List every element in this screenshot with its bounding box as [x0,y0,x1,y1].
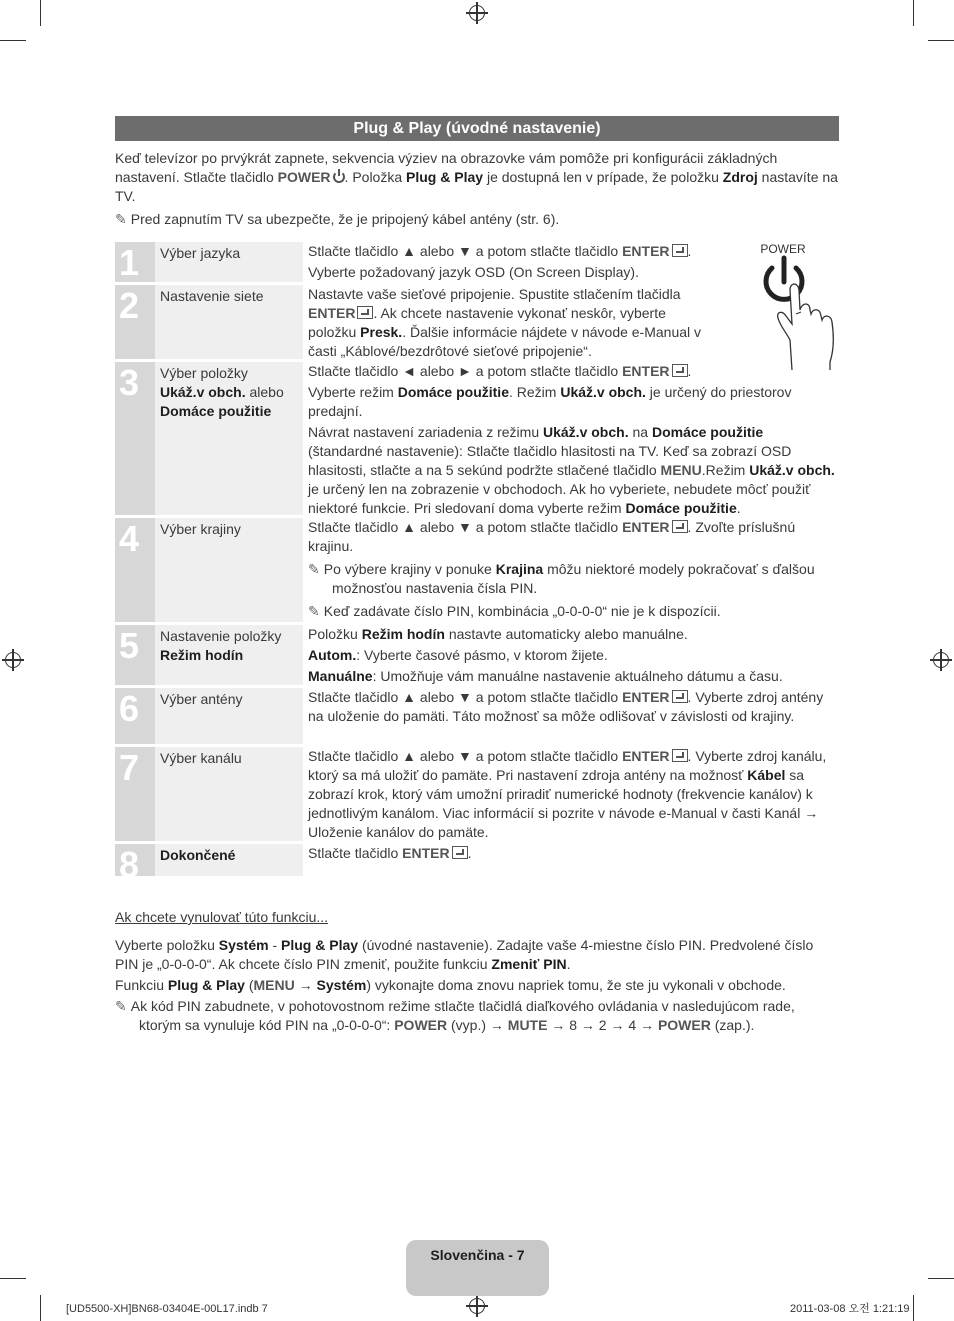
enter-icon [672,364,688,377]
enter-icon [672,520,688,533]
note-pencil-icon: ✎ [308,603,320,619]
step-row [115,688,839,744]
step-description: Stlačte tlačidlo ▲ alebo ▼ a potom stlačte tlačidlo ENTER . Vyberte zdroj antény na uloženie do pamäti. Táto možnosť sa môže odlišovať v závislosti od krajiny. [308,689,824,724]
registration-mark-icon [469,5,485,21]
power-icon [333,171,345,183]
step-name: Výber antény [155,688,303,744]
note-pencil-icon: ✎ [115,211,127,227]
enter-icon [672,244,688,257]
enter-icon [357,306,373,319]
step-name: Výber jazyka [155,242,303,282]
step-number: 6 [115,688,155,744]
crop-mark [913,1295,914,1321]
step-description: Nastavte vaše sieťové pripojenie. Spustite stlačením tlačidla ENTER . Ak chcete nastavenie vykonať neskôr, vyberte položku Presk.. Ďalšie informácie nájdete v návode e-Manual v časti „Káblové/bezdrôtové sieťové pripojenie“. [308,286,702,359]
registration-mark-icon [933,652,949,668]
step-number: 3 [115,362,155,515]
crop-mark [0,1278,26,1279]
step-number: 4 [115,518,155,622]
crop-mark [40,0,41,26]
step-description: Stlačte tlačidlo ▲ alebo ▼ a potom stlačte tlačidlo ENTER . Vyberte požadovaný jazyk OSD (On Screen Display). [308,243,692,280]
step-description: Stlačte tlačidlo ▲ alebo ▼ a potom stlačte tlačidlo ENTER . Zvoľte príslušnú krajinu. ✎ Po výbere krajiny v ponuke Krajina môžu niektoré modely pokračovať s ďalšou možnosťou nastavenia čísla PIN. ✎ Keď zadávate číslo PIN, kombinácia „0-0-0-0“ nie je k dispozícii. [308,519,815,619]
enter-icon [452,846,468,859]
step-row [115,625,839,685]
crop-mark [40,1295,41,1321]
step-number: 2 [115,285,155,359]
step-description: Stlačte tlačidlo ▲ alebo ▼ a potom stlačte tlačidlo ENTER . Vyberte zdroj kanálu, ktorý sa má uložiť do pamäte. Pri nastavení zdroja antény na možnosť Kábel sa zobrazí krok, ktorý vám umožní priradiť numerické hodnoty (frekvencie kanálov) k jednotlivým kanálom. Viac informácií si pozrite v návode e-Manual v časti Kanál → Uloženie kanálov do pamäte. [308,748,827,840]
step-row [115,285,839,359]
step-name: Nastavenie položky Režim hodín [155,625,303,685]
crop-mark [913,0,914,26]
step-row [115,747,839,841]
step-description: Položku Režim hodín nastavte automaticky alebo manuálne. Autom.: Vyberte časové pásmo, v ktorom žijete. Manuálne: Umožňuje vám manuálne nastavenie aktuálneho dátumu a času. [308,626,783,684]
registration-mark-icon [5,652,21,668]
crop-mark [928,40,954,41]
step-number: 8 [115,844,155,876]
reset-heading: Ak chcete vynulovať túto funkciu... [115,909,329,925]
reset-section: Vyberte položku Systém - Plug & Play (úvodné nastavenie). Zadajte vaše 4-miestne číslo PIN. Predvolené číslo PIN je „0-0-0-0“. Ak chcete číslo PIN zmeniť, použite funkciu Zmeniť PIN. Funkciu Plug & Play (MENU → Systém) vykonajte doma znovu napriek tomu, že ste ju vykonali v obchode. ✎ Ak kód PIN zabudnete, v pohotovostnom režime stlačte tlačidlá diaľkového ovládania v nasledujúcom rade, ktorým sa vynuluje kód PIN na „0-0-0-0“: POWER (vyp.) → MUTE → 8 → 2 → 4 → POWER (zap.). [115,937,814,1033]
step-description: Stlačte tlačidlo ENTER . [308,845,472,861]
page-number-tab: Slovenčina - 7 [406,1240,549,1296]
step-number: 5 [115,625,155,685]
crop-mark [0,40,26,41]
print-timestamp: 2011-03-08 오전 1:21:19 [790,1303,910,1315]
section-title: Plug & Play (úvodné nastavenie) [115,116,839,141]
step-number: 1 [115,242,155,282]
print-file-info: [UD5500-XH]BN68-03404E-00L17.indb 7 [66,1303,268,1315]
step-number: 7 [115,747,155,841]
step-name: Dokončené [155,844,303,876]
step-row [115,362,839,515]
note-pencil-icon: ✎ [308,561,320,577]
enter-icon [672,690,688,703]
setup-steps-table [115,242,839,885]
step-row [115,518,839,622]
step-name: Výber krajiny [155,518,303,622]
intro-paragraph: Keď televízor po prvýkrát zapnete, sekvencia výziev na obrazovke vám pomôže pri konfigurácii základných nastavení. Stlačte tlačidlo POWER . Položka Plug & Play je dostupná len v prípade, že položku Zdroj nastavíte na TV. [115,150,838,204]
step-row [115,844,839,885]
step-row [115,242,839,282]
crop-mark [928,1278,954,1279]
registration-mark-icon [469,1298,485,1314]
enter-icon [672,749,688,762]
note-pencil-icon: ✎ [115,998,127,1014]
step-name: Výber kanálu [155,747,303,841]
step-name: Nastavenie siete [155,285,303,359]
intro-note: ✎ Pred zapnutím TV sa ubezpečte, že je pripojený kábel antény (str. 6). [115,211,560,227]
power-label: POWER [760,242,806,256]
step-name: Výber položky Ukáž.v obch. alebo Domáce použitie [155,362,303,515]
step-description: Stlačte tlačidlo ◄ alebo ► a potom stlačte tlačidlo ENTER . Vyberte režim Domáce použitie. Režim Ukáž.v obch. je určený do priestorov predajní. Návrat nastavení zariadenia z režimu Ukáž.v obch. na Domáce použitie (štandardné nastavenie): Stlačte tlačidlo hlasitosti na TV. Keď sa zobrazí OSD hlasitosti, stlačte a na 5 sekúnd podržte stlačené tlačidlo MENU.Režim Ukáž.v obch. je určený len na zobrazenie v obchodoch. Ak ho vyberiete, nebudete môcť použiť niektoré funkcie. Pri sledovaní doma vyberte režim Domáce použitie. [308,363,835,516]
